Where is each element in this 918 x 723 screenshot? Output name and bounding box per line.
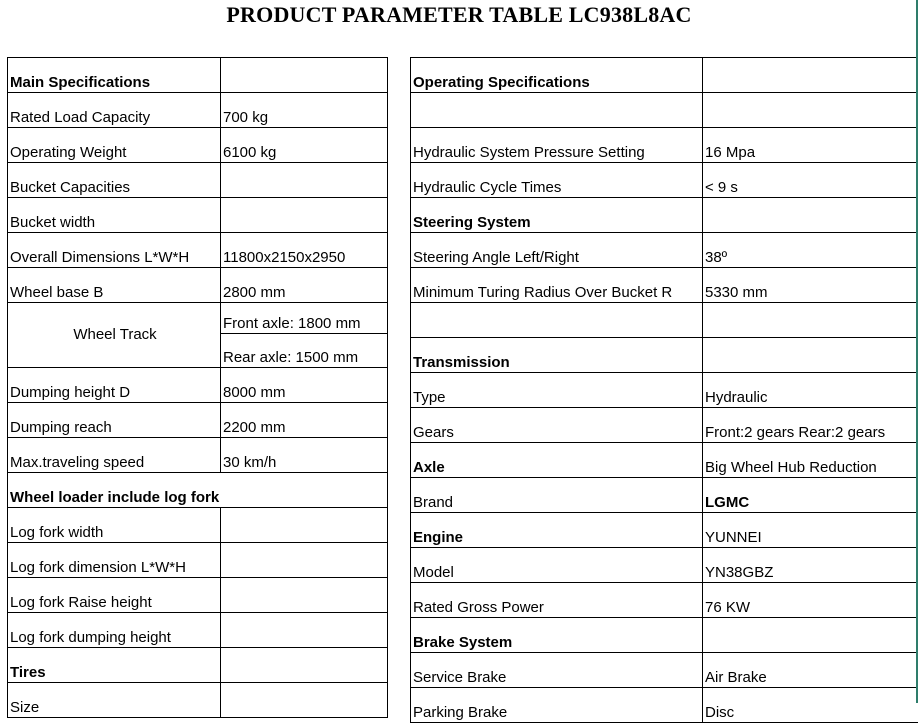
row-value: Rear axle: 1500 mm xyxy=(221,334,388,368)
table-row xyxy=(411,408,918,443)
row-value xyxy=(221,683,388,718)
table-row xyxy=(411,58,918,93)
table-row xyxy=(8,508,388,543)
row-label: Operating Weight xyxy=(8,128,221,163)
row-label: Bucket Capacities xyxy=(8,163,221,198)
row-label xyxy=(411,303,703,338)
table-row xyxy=(8,403,388,438)
row-value xyxy=(703,618,918,653)
row-label: Hydraulic System Pressure Setting xyxy=(411,128,703,163)
row-value: 38º xyxy=(703,233,918,268)
table-row xyxy=(8,233,388,268)
row-value: < 9 s xyxy=(703,163,918,198)
row-value: 8000 mm xyxy=(221,368,388,403)
table-row xyxy=(8,473,388,508)
table-row xyxy=(8,438,388,473)
row-label: Bucket width xyxy=(8,198,221,233)
table-row xyxy=(411,583,918,618)
table-row xyxy=(8,648,388,683)
table-row xyxy=(411,338,918,373)
table-row xyxy=(411,163,918,198)
row-label: Parking Brake xyxy=(411,688,703,723)
row-value: 2800 mm xyxy=(221,268,388,303)
row-label: Operating Specifications xyxy=(411,58,703,93)
row-label: Transmission xyxy=(411,338,703,373)
table-row xyxy=(411,688,918,723)
row-label: Model xyxy=(411,548,703,583)
row-value: 700 kg xyxy=(221,93,388,128)
table-row xyxy=(411,233,918,268)
table-row xyxy=(411,548,918,583)
row-value xyxy=(703,198,918,233)
row-label: Steering System xyxy=(411,198,703,233)
row-value xyxy=(221,198,388,233)
row-value: Air Brake xyxy=(703,653,918,688)
row-label: Wheel loader include log fork xyxy=(8,473,388,508)
table-row xyxy=(411,653,918,688)
table-row xyxy=(411,198,918,233)
operating-specifications-table xyxy=(410,57,918,723)
row-label: Log fork dimension L*W*H xyxy=(8,543,221,578)
table-row xyxy=(411,443,918,478)
table-row xyxy=(8,683,388,718)
row-label: Rated Gross Power xyxy=(411,583,703,618)
row-value: Big Wheel Hub Reduction xyxy=(703,443,918,478)
row-value xyxy=(221,58,388,93)
row-label: Service Brake xyxy=(411,653,703,688)
row-label: Tires xyxy=(8,648,221,683)
main-specifications-table xyxy=(7,57,388,718)
table-row xyxy=(8,268,388,303)
row-value xyxy=(221,163,388,198)
row-label: Brand xyxy=(411,478,703,513)
table-row xyxy=(411,268,918,303)
row-value xyxy=(703,58,918,93)
table-row xyxy=(411,128,918,163)
table-row xyxy=(411,618,918,653)
row-value xyxy=(221,543,388,578)
row-value xyxy=(221,508,388,543)
row-value: 5330 mm xyxy=(703,268,918,303)
row-label xyxy=(411,93,703,128)
row-label: Log fork width xyxy=(8,508,221,543)
table-row xyxy=(8,93,388,128)
row-value: 2200 mm xyxy=(221,403,388,438)
row-label: Log fork dumping height xyxy=(8,613,221,648)
row-label: Wheel base B xyxy=(8,268,221,303)
row-label: Axle xyxy=(411,443,703,478)
row-value: 16 Mpa xyxy=(703,128,918,163)
row-value: Front axle: 1800 mm xyxy=(221,303,388,334)
table-row xyxy=(411,513,918,548)
table-row xyxy=(8,58,388,93)
table-row xyxy=(411,478,918,513)
row-label: Dumping reach xyxy=(8,403,221,438)
table-row xyxy=(8,198,388,233)
row-label: Size xyxy=(8,683,221,718)
row-label: Hydraulic Cycle Times xyxy=(411,163,703,198)
row-label: Gears xyxy=(411,408,703,443)
table-row xyxy=(8,368,388,403)
row-label: Minimum Turing Radius Over Bucket R xyxy=(411,268,703,303)
row-label: Steering Angle Left/Right xyxy=(411,233,703,268)
row-value xyxy=(703,93,918,128)
row-label: Brake System xyxy=(411,618,703,653)
row-label: Rated Load Capacity xyxy=(8,93,221,128)
row-label: Dumping height D xyxy=(8,368,221,403)
row-label: Engine xyxy=(411,513,703,548)
row-value xyxy=(703,338,918,373)
row-value: Front:2 gears Rear:2 gears xyxy=(703,408,918,443)
row-value: LGMC xyxy=(703,478,918,513)
row-label: Main Specifications xyxy=(8,58,221,93)
row-value xyxy=(221,648,388,683)
row-value: YUNNEI xyxy=(703,513,918,548)
row-value xyxy=(221,578,388,613)
table-row xyxy=(411,303,918,338)
row-value: 11800x2150x2950 xyxy=(221,233,388,268)
table-row xyxy=(411,373,918,408)
table-row xyxy=(411,93,918,128)
row-value: 30 km/h xyxy=(221,438,388,473)
row-label: Log fork Raise height xyxy=(8,578,221,613)
table-row xyxy=(8,303,388,334)
row-label: Wheel Track xyxy=(8,303,221,368)
row-label: Overall Dimensions L*W*H xyxy=(8,233,221,268)
row-value: 6100 kg xyxy=(221,128,388,163)
row-value xyxy=(703,303,918,338)
table-row xyxy=(8,578,388,613)
row-value: Hydraulic xyxy=(703,373,918,408)
table-row xyxy=(8,613,388,648)
table-row xyxy=(8,163,388,198)
row-value: Disc xyxy=(703,688,918,723)
row-value: YN38GBZ xyxy=(703,548,918,583)
row-value: 76 KW xyxy=(703,583,918,618)
row-label: Max.traveling speed xyxy=(8,438,221,473)
table-row xyxy=(8,128,388,163)
row-value xyxy=(221,613,388,648)
table-row xyxy=(8,543,388,578)
row-label: Type xyxy=(411,373,703,408)
page-title: PRODUCT PARAMETER TABLE LC938L8AC xyxy=(0,2,918,28)
